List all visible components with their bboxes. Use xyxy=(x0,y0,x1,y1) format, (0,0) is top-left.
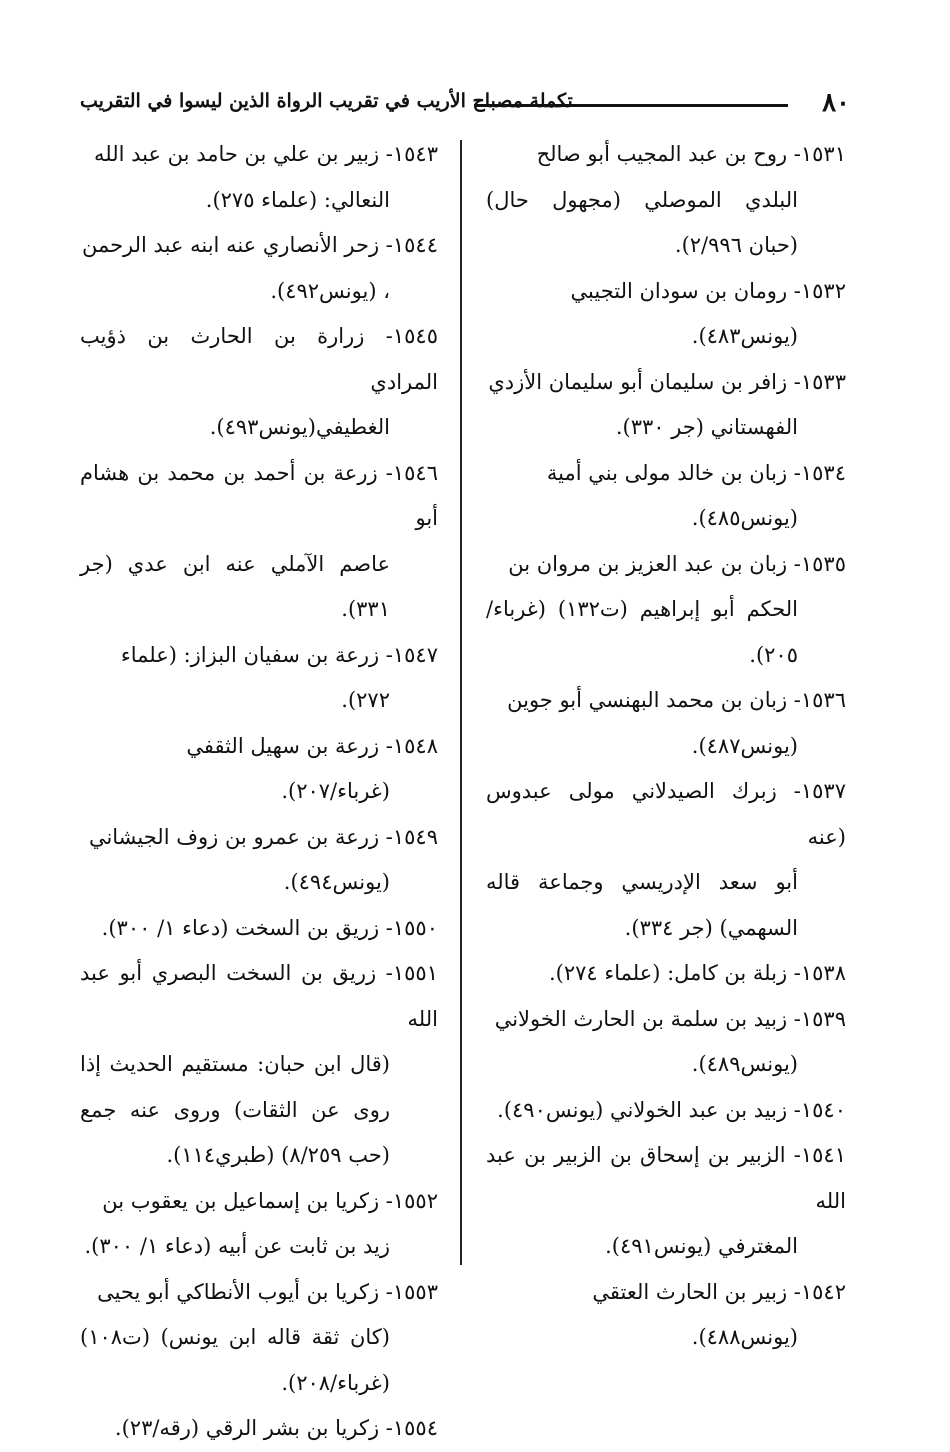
biography-entry xyxy=(486,451,846,542)
entry-first-line: ١٥٤٣- زبير بن علي بن حامد بن عبد الله xyxy=(94,142,438,166)
biography-entry xyxy=(80,1406,438,1452)
entry-first-line: ١٥٣١- روح بن عبد المجيب أبو صالح xyxy=(536,142,846,166)
biography-entry xyxy=(486,769,846,951)
book-title: تكملة مصباح الأريب في تقريب الرواة الذين ليسوا في التقريب xyxy=(80,90,573,112)
entry-first-line: ١٥٤٤- زحر الأنصاري عنه ابنه عبد الرحمن xyxy=(81,233,438,257)
biography-entry xyxy=(80,451,438,633)
entry-continuation: ٢٧٢). xyxy=(341,688,390,712)
entry-continuation: زيد بن ثابت عن أبيه (دعاء ١/ ٣٠٠). xyxy=(84,1234,390,1258)
entry-first-line: ١٥٥٢- زكريا بن إسماعيل بن يعقوب بن xyxy=(102,1188,438,1213)
biography-entry xyxy=(486,269,846,360)
entry-first-line: ١٥٣٢- رومان بن سودان التجيبي xyxy=(570,278,846,303)
right-column xyxy=(486,132,846,1361)
biography-entry xyxy=(80,132,438,223)
biography-entry xyxy=(486,360,846,451)
entry-first-line: ١٥٤١- الزبير بن إسحاق بن الزبير بن عبد الله xyxy=(486,1143,846,1213)
entry-continuation: (كان ثقة قاله ابن يونس) (ت١٠٨) (غرباء/٢٠٨). xyxy=(80,1325,390,1395)
page-header xyxy=(70,86,850,126)
biography-entry xyxy=(80,223,438,314)
biography-entry xyxy=(80,724,438,815)
entry-continuation: عاصم الآملي عنه ابن عدي (جر ٣٣١). xyxy=(80,551,390,621)
entry-continuation: (يونس٤٨٥). xyxy=(691,506,798,530)
biography-entry xyxy=(80,314,438,451)
entry-first-line: ١٥٥٠- زريق بن السخت (دعاء ١/ ٣٠٠). xyxy=(101,915,438,940)
entry-first-line: ١٥٤٦- زرعة بن أحمد بن محمد بن هشام أبو xyxy=(80,460,438,530)
biography-entry xyxy=(80,906,438,952)
entry-continuation: (يونس٤٨٧). xyxy=(691,733,798,758)
entry-first-line: ١٥٤٥- زرارة بن الحارث بن ذؤيب المرادي xyxy=(80,324,438,394)
entry-first-line: ١٥٤٢- زبير بن الحارث العتقي xyxy=(592,1279,846,1304)
entry-first-line: ١٥٤٧- زرعة بن سفيان البزاز: (علماء xyxy=(120,642,438,667)
entry-first-line: ١٥٣٥- زبان بن عبد العزيز بن مروان بن xyxy=(508,551,846,576)
entry-continuation: الفهستاني (جر ٣٣٠). xyxy=(615,415,798,439)
entry-continuation: (قال ابن حبان: مستقيم الحديث إذا روى عن الثقات) وروى عنه جمع (حب ٨/٢٥٩) (طبري١١٤). xyxy=(80,1052,390,1167)
biography-entry xyxy=(80,633,438,724)
entry-continuation: النعالي: (علماء ٢٧٥). xyxy=(205,187,390,212)
entry-first-line: ١٥٣٦- زبان بن محمد البهنسي أبو جوين xyxy=(507,688,846,712)
biography-entry xyxy=(486,997,846,1088)
biography-entry xyxy=(486,678,846,769)
biography-entry xyxy=(486,1270,846,1361)
entry-first-line: ١٥٤٠- زبيد بن عبد الخولاني (يونس٤٩٠). xyxy=(497,1097,846,1122)
biography-entry xyxy=(486,542,846,679)
biography-entry xyxy=(80,1179,438,1270)
entry-continuation: الغطيفي(يونس٤٩٣). xyxy=(209,415,390,439)
entry-first-line: ١٥٣٨- زبلة بن كامل: (علماء ٢٧٤). xyxy=(548,961,846,985)
entry-continuation: (يونس٤٨٩). xyxy=(691,1052,798,1076)
entry-continuation: البلدي الموصلي (مجهول حال) (حبان ٢/٩٩٦). xyxy=(486,187,798,257)
entry-first-line: ١٥٥١- زريق بن السخت البصري أبو عبد الله xyxy=(80,961,438,1031)
entry-first-line: ١٥٣٣- زافر بن سليمان أبو سليمان الأزدي xyxy=(488,369,846,394)
biography-entry xyxy=(486,1133,846,1270)
entry-continuation: المغترفي (يونس٤٩١). xyxy=(605,1234,798,1258)
entry-first-line: ١٥٣٩- زبيد بن سلمة بن الحارث الخولاني xyxy=(494,1006,846,1031)
entry-continuation: (يونس٤٨٨). xyxy=(691,1325,798,1349)
entry-continuation: (غرباء/٢٠٧). xyxy=(281,779,390,803)
biography-entry xyxy=(486,951,846,997)
biography-entry xyxy=(486,1088,846,1134)
entry-first-line: ١٥٣٤- زبان بن خالد مولى بني أمية xyxy=(546,460,846,485)
entry-first-line: ١٥٣٧- زبرك الصيدلاني مولى عبدوس (عنه xyxy=(486,779,846,849)
entry-continuation: الحكم أبو إبراهيم (ت١٣٢) (غرباء/٢٠٥). xyxy=(486,597,798,667)
entry-continuation: ، (يونس٤٩٢). xyxy=(270,278,390,303)
biography-entry xyxy=(80,1270,438,1407)
biography-entry xyxy=(486,132,846,269)
entry-first-line: ١٥٥٣- زكريا بن أيوب الأنطاكي أبو يحيى xyxy=(97,1279,438,1304)
biography-entry xyxy=(80,951,438,1179)
entry-continuation: أبو سعد الإدريسي وجماعة قاله السهمي) (جر ٣٣٤). xyxy=(486,870,798,940)
left-column xyxy=(80,132,438,1452)
entry-first-line: ١٥٤٨- زرعة بن سهيل الثقفي xyxy=(186,733,438,758)
entry-first-line: ١٥٥٤- زكريا بن بشر الرقي (رقه/٢٣). xyxy=(114,1416,438,1440)
column-divider xyxy=(460,140,462,1265)
entry-continuation: (يونس٤٩٤). xyxy=(283,870,390,894)
entry-first-line: ١٥٤٩- زرعة بن عمرو بن زوف الجيشاني xyxy=(88,824,438,849)
biography-entry xyxy=(80,815,438,906)
page-number: ٨٠ xyxy=(822,88,850,118)
entry-continuation: (يونس٤٨٣). xyxy=(691,324,798,348)
